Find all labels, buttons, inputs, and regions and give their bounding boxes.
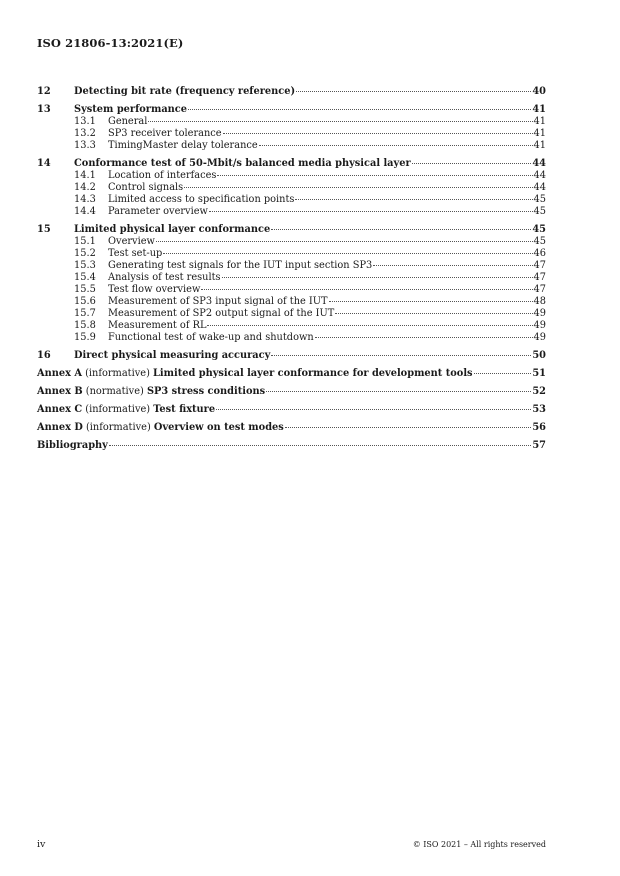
toc-subentry-number: 14.4: [74, 206, 96, 217]
toc-subentry-page: 47: [533, 260, 546, 271]
toc-leader-dots: [201, 288, 532, 290]
toc-subentry-title: Test flow overview: [108, 284, 201, 295]
annex-page: 53: [532, 404, 546, 415]
toc-subentry-title: Control signals: [108, 182, 184, 193]
toc-subentry-page: 44: [533, 170, 546, 181]
toc-leader-dots: [184, 186, 532, 188]
annex-page: 51: [532, 368, 546, 379]
toc-subentry-page: 45: [533, 194, 546, 205]
toc-entry-title: Direct physical measuring accuracy: [74, 350, 271, 361]
toc-subentry-title: Measurement of SP2 output signal of the IUT: [108, 308, 335, 319]
toc-subentry-page: 45: [533, 206, 546, 217]
toc-subentry-title: Analysis of test results: [108, 272, 221, 283]
toc-subentry-number: 15.2: [74, 248, 96, 259]
toc-annex-entry[interactable]: [37, 422, 546, 434]
toc-leader-dots: [207, 324, 532, 326]
toc-subentry-title: Overview: [108, 236, 155, 247]
toc-bibliography-entry[interactable]: [37, 440, 546, 452]
document-id: ISO 21806-13:2021(E): [37, 36, 184, 50]
toc-subentry[interactable]: [37, 236, 546, 248]
toc-subentry-title: Functional test of wake-up and shutdown: [108, 332, 314, 343]
table-of-contents: [37, 86, 546, 452]
toc-leader-dots: [259, 144, 533, 146]
toc-entry[interactable]: [37, 104, 546, 116]
toc-subentry[interactable]: [37, 308, 546, 320]
toc-leader-dots: [209, 210, 533, 212]
toc-leader-dots: [266, 390, 531, 392]
toc-subentry[interactable]: [37, 284, 546, 296]
toc-subentry-page: 41: [533, 140, 546, 151]
annex-page: 56: [532, 422, 546, 433]
toc-subentry-number: 13.2: [74, 128, 96, 139]
toc-leader-dots: [329, 300, 533, 302]
toc-subentry-number: 14.1: [74, 170, 96, 181]
toc-leader-dots: [271, 228, 531, 230]
toc-entry-number: 14: [37, 158, 51, 169]
annex-title: SP3 stress conditions: [146, 386, 266, 397]
toc-subentry-title: Limited access to specification points: [108, 194, 295, 205]
toc-subentry-page: 41: [533, 116, 546, 127]
toc-leader-dots: [163, 252, 532, 254]
toc-leader-dots: [474, 372, 532, 374]
toc-entry[interactable]: [37, 86, 546, 98]
toc-subentry-number: 15.1: [74, 236, 96, 247]
toc-subentry[interactable]: [37, 248, 546, 260]
toc-leader-dots: [216, 408, 531, 410]
annex-kind: (informative): [85, 422, 151, 433]
toc-entry-title: System performance: [74, 104, 188, 115]
toc-subentry-title: SP3 receiver tolerance: [108, 128, 222, 139]
toc-subentry-page: 47: [533, 272, 546, 283]
bibliography-page: 57: [532, 440, 546, 451]
toc-subentry-number: 15.4: [74, 272, 96, 283]
toc-subentry-page: 44: [533, 182, 546, 193]
toc-subentry-title: Measurement of RL: [108, 320, 207, 331]
toc-leader-dots: [222, 276, 533, 278]
toc-entry-page: 40: [532, 86, 546, 97]
toc-subentry[interactable]: [37, 170, 546, 182]
bibliography-title: Bibliography: [37, 440, 108, 451]
toc-annex-entry[interactable]: [37, 404, 546, 416]
toc-subentry-page: 47: [533, 284, 546, 295]
toc-subentry[interactable]: [37, 320, 546, 332]
toc-subentry[interactable]: [37, 272, 546, 284]
toc-subentry-number: 13.3: [74, 140, 96, 151]
annex-title: Test fixture: [153, 404, 216, 415]
toc-subentry-number: 14.3: [74, 194, 96, 205]
toc-subentry-page: 41: [533, 128, 546, 139]
toc-subentry-number: 13.1: [74, 116, 96, 127]
toc-subentry[interactable]: [37, 116, 546, 128]
toc-subentry-page: 45: [533, 236, 546, 247]
toc-entry-number: 16: [37, 350, 51, 361]
annex-label: Annex B: [37, 386, 83, 397]
annex-page: 52: [532, 386, 546, 397]
toc-leader-dots: [285, 426, 532, 428]
toc-leader-dots: [296, 90, 531, 92]
toc-subentry-page: 49: [533, 332, 546, 343]
toc-subentry-title: Location of interfaces: [108, 170, 217, 181]
toc-leader-dots: [271, 354, 531, 356]
toc-subentry-page: 48: [533, 296, 546, 307]
annex-title: Overview on test modes: [153, 422, 284, 433]
toc-entry-page: 41: [532, 104, 546, 115]
toc-entry[interactable]: [37, 158, 546, 170]
toc-annex-entry[interactable]: [37, 386, 546, 398]
toc-subentry-page: 49: [533, 320, 546, 331]
toc-entry-number: 12: [37, 86, 51, 97]
toc-leader-dots: [217, 174, 532, 176]
toc-subentry-page: 49: [533, 308, 546, 319]
annex-label: Annex D: [37, 422, 83, 433]
page-number: iv: [37, 839, 46, 850]
toc-entry-title: Conformance test of 50-Mbit/s balanced media physical layer: [74, 158, 411, 169]
toc-subentry-number: 15.9: [74, 332, 96, 343]
toc-subentry-title: Test set-up: [108, 248, 163, 259]
toc-subentry-number: 14.2: [74, 182, 96, 193]
toc-leader-dots: [223, 132, 533, 134]
toc-entry-title: Detecting bit rate (frequency reference): [74, 86, 296, 97]
toc-subentry-title: Parameter overview: [108, 206, 208, 217]
toc-subentry-page: 46: [533, 248, 546, 259]
toc-leader-dots: [335, 312, 532, 314]
annex-kind: (informative): [85, 404, 151, 415]
annex-label: Annex A: [37, 368, 82, 379]
toc-subentry[interactable]: [37, 140, 546, 152]
toc-subentry[interactable]: [37, 128, 546, 140]
toc-leader-dots: [148, 120, 532, 122]
toc-entry-page: 50: [532, 350, 546, 361]
toc-subentry-number: 15.3: [74, 260, 96, 271]
toc-subentry[interactable]: [37, 206, 546, 218]
toc-entry-number: 13: [37, 104, 51, 115]
toc-entry-title: Limited physical layer conformance: [74, 224, 271, 235]
toc-entry-page: 45: [532, 224, 546, 235]
toc-leader-dots: [109, 444, 532, 446]
annex-label: Annex C: [37, 404, 83, 415]
toc-leader-dots: [315, 336, 533, 338]
toc-subentry-title: TimingMaster delay tolerance: [108, 140, 258, 151]
toc-subentry-title: Measurement of SP3 input signal of the IUT: [108, 296, 328, 307]
toc-leader-dots: [412, 162, 532, 164]
toc-subentry-number: 15.6: [74, 296, 96, 307]
toc-subentry[interactable]: [37, 182, 546, 194]
toc-leader-dots: [373, 264, 532, 266]
toc-subentry-number: 15.7: [74, 308, 96, 319]
toc-entry[interactable]: [37, 224, 546, 236]
toc-entry-number: 15: [37, 224, 51, 235]
toc-subentry-title: Generating test signals for the IUT input section SP3: [108, 260, 373, 271]
toc-subentry-title: General: [108, 116, 148, 127]
annex-kind: (informative): [85, 368, 150, 379]
copyright-notice: © ISO 2021 – All rights reserved: [412, 840, 546, 849]
toc-entry[interactable]: [37, 350, 546, 362]
annex-kind: (normative): [85, 386, 144, 397]
toc-leader-dots: [156, 240, 533, 242]
toc-subentry[interactable]: [37, 260, 546, 272]
annex-title: Limited physical layer conformance for development tools: [153, 368, 473, 379]
toc-subentry[interactable]: [37, 296, 546, 308]
toc-subentry[interactable]: [37, 194, 546, 206]
toc-leader-dots: [188, 108, 531, 110]
toc-subentry-number: 15.8: [74, 320, 96, 331]
toc-subentry[interactable]: [37, 332, 546, 344]
toc-entry-page: 44: [532, 158, 546, 169]
toc-subentry-number: 15.5: [74, 284, 96, 295]
toc-annex-entry[interactable]: [37, 368, 546, 380]
toc-leader-dots: [295, 198, 532, 200]
